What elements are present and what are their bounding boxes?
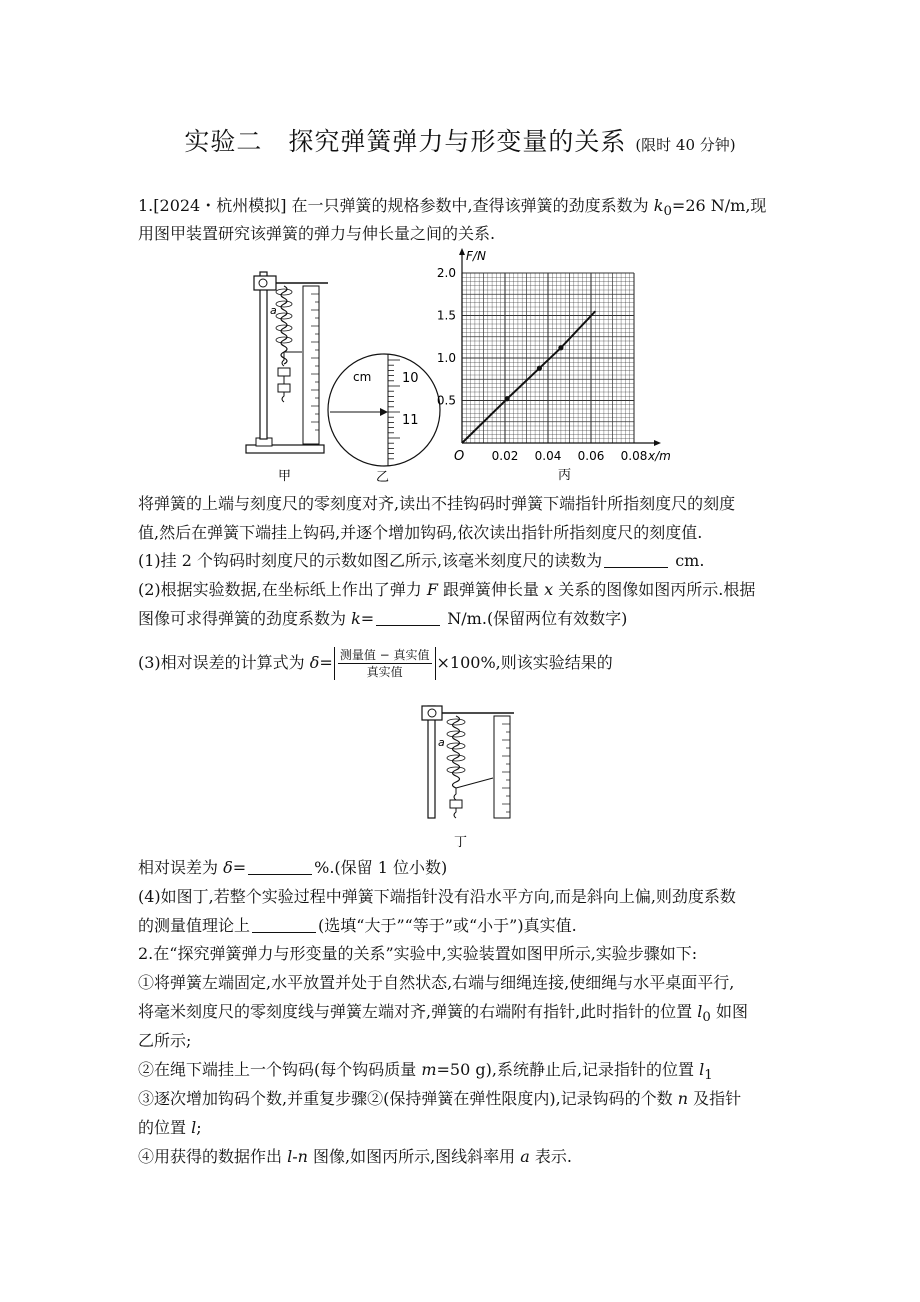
data-point [537, 366, 542, 371]
q1-intro-line2: 值,然后在弹簧下端挂上钩码,并逐个增加钩码,依次读出指针所指刻度尺的刻度值. [138, 523, 703, 542]
q1-part3-text-c: 相对误差为 [138, 858, 224, 877]
y-tick-label: 2.0 [436, 266, 456, 280]
figure-bing-chart [430, 248, 680, 483]
symbol-F: F [426, 580, 438, 599]
q2-step2-text-b: =50 g),系统静止后,记录指针的位置 [436, 1060, 700, 1079]
symbol-n: n [677, 1089, 689, 1108]
jia-stand [260, 272, 267, 439]
q2-step1-text-a: 将毫米刻度尺的零刻度线与弹簧左端对齐,弹簧的右端附有指针,此时指针的位置 [138, 1002, 698, 1021]
symbol-l-n: l-n [287, 1147, 308, 1166]
yi-tick-11: 11 [402, 413, 419, 428]
q1-part1 [138, 550, 704, 572]
q2-step3-line1 [138, 1088, 741, 1110]
q1-part4-line2 [138, 915, 577, 937]
chart-origin-label: O [454, 449, 465, 464]
figure-ding [418, 700, 528, 852]
q2-step4-text-b: 图像,如图丙所示,图线斜率用 [307, 1147, 521, 1166]
q2-step3-text-a: ③逐次增加钩码个数,并重复步骤②(保持弹簧在弹性限度内),记录钩码的个数 [138, 1089, 678, 1108]
q1-part3-eq-2: = [232, 858, 247, 877]
q1-intro-line1: 将弹簧的上端与刻度尺的零刻度对齐,读出不挂钩码时弹簧下端指针所指刻度尺的刻度 [138, 494, 736, 513]
ding-ruler [494, 716, 510, 818]
x-tick-label: 0.06 [577, 449, 605, 463]
x-axis-arrow [654, 440, 661, 446]
k0-subscript: 0 [663, 204, 672, 220]
q1-header-line1 [138, 195, 766, 223]
q2-step1-line3: 乙所示; [138, 1031, 192, 1050]
q1-part4-answer-blank[interactable] [252, 916, 316, 933]
relative-error-fraction [334, 647, 436, 680]
yi-unit-label: cm [353, 370, 372, 384]
figure-yi [318, 342, 448, 490]
fraction-numerator: 测量值 − 真实值 [339, 648, 430, 662]
ding-spring-label: a [438, 736, 445, 749]
q2-step3-line2 [138, 1117, 202, 1139]
jia-weight-1 [278, 368, 290, 376]
symbol-l: l [191, 1118, 197, 1137]
q2-step3-text-c: 的位置 [138, 1118, 192, 1137]
k0-symbol: k [653, 196, 664, 215]
q1-part2-line2 [138, 608, 627, 630]
chart-x-label: x/m [648, 449, 671, 463]
ding-weight [450, 800, 462, 808]
ding-stand [428, 706, 435, 818]
y-tick-label: 1.0 [436, 351, 456, 365]
jia-hook [282, 352, 284, 366]
ding-hook [454, 788, 456, 800]
symbol-a: a [520, 1147, 530, 1166]
chart-y-label: F/N [466, 249, 486, 263]
q2-step3-text-b: 及指针 [688, 1089, 742, 1108]
symbol-l1: l [699, 1060, 705, 1079]
q1-part4-line1: (4)如图丁,若整个实验过程中弹簧下端指针没有沿水平方向,而是斜向上偏,则劲度系数 [138, 887, 736, 906]
q1-part3-text-d: %.(保留 1 位小数) [314, 858, 448, 877]
chart-series [462, 311, 595, 443]
data-point [505, 396, 510, 401]
q2-step1-text-b: 如图 [710, 1002, 748, 1021]
q1-head-text: 1.[2024・杭州模拟] 在一只弹簧的规格参数中,查得该弹簧的劲度系数为 [138, 196, 654, 215]
figure-bing-label: 丙 [558, 468, 572, 483]
series-line [462, 311, 595, 443]
q2-header: 2.在“探究弹簧弹力与形变量的关系”实验中,实验装置如图甲所示,实验步骤如下: [138, 944, 698, 963]
q1-part1-answer-blank[interactable] [604, 551, 668, 568]
q1-part3-text-a: (3)相对误差的计算式为 [138, 653, 310, 672]
l1-subscript: 1 [704, 1068, 713, 1084]
symbol-l0: l [697, 1002, 703, 1021]
jia-clamp-knob [259, 279, 267, 287]
jia-spring-label: a [270, 304, 277, 317]
x-tick-label: 0.02 [491, 449, 519, 463]
q1-part3-answer-blank[interactable] [248, 858, 312, 875]
y-tick-label: 0.5 [436, 393, 456, 408]
figure-yi-label: 乙 [376, 470, 390, 485]
q1-part2-text-c: 关系的图像如图丙所示.根据 [553, 580, 756, 599]
symbol-x: x [544, 580, 554, 599]
symbol-k: k [351, 609, 361, 628]
symbol-delta: δ [309, 653, 320, 672]
q2-step1-line1: ①将弹簧左端固定,水平放置并处于自然状态,右端与细绳连接,使细绳与水平桌面平行, [138, 973, 735, 992]
figure-ding-label: 丁 [454, 835, 468, 850]
q2-step1-line2 [138, 1001, 748, 1029]
q1-part1-text: (1)挂 2 个钩码时刻度尺的示数如图乙所示,该毫米刻度尺的读数为 [138, 551, 603, 570]
title-main: 实验二 探究弹簧弹力与形变量的关系 [184, 127, 627, 156]
q2-step2-text-a: ②在绳下端挂上一个钩码(每个钩码质量 [138, 1060, 422, 1079]
data-point [558, 345, 563, 350]
fraction-denominator: 真实值 [366, 665, 403, 679]
q1-part3-line2 [138, 857, 447, 879]
page-title [0, 122, 920, 158]
q1-part1-unit: cm. [670, 551, 705, 570]
q1-part4-text-b: (选填“大于”“等于”或“小于”)真实值. [318, 916, 577, 935]
y-tick-label: 1.5 [436, 308, 456, 323]
title-time-limit: (限时 40 分钟) [635, 136, 736, 154]
q1-part3-line1 [138, 645, 613, 681]
ding-clamp-knob [428, 709, 436, 717]
q2-step3-text-d: ; [196, 1118, 202, 1137]
q2-step2 [138, 1059, 713, 1087]
q1-part2-eq: = [360, 609, 375, 628]
symbol-m: m [421, 1060, 437, 1079]
l0-subscript: 0 [702, 1010, 711, 1026]
q1-head-text-b: =26 N/m,现 [671, 196, 767, 215]
ding-pointer-tilted [456, 778, 493, 788]
q1-part2-answer-blank[interactable] [376, 609, 440, 626]
q2-step4-text-a: ④用获得的数据作出 [138, 1147, 288, 1166]
q1-part2-text-a: (2)根据实验数据,在坐标纸上作出了弹力 [138, 580, 427, 599]
q1-header-line2: 用图甲装置研究该弹簧的弹力与伸长量之间的关系. [138, 224, 496, 243]
x-tick-label: 0.08 [620, 449, 648, 463]
figure-jia-label: 甲 [278, 469, 292, 484]
jia-weight-2 [278, 384, 290, 392]
q1-part2-text-b: 跟弹簧伸长量 [437, 580, 545, 599]
q2-step4 [138, 1146, 572, 1168]
x-tick-label: 0.04 [534, 449, 562, 463]
q1-part4-text-a: 的测量值理论上 [138, 916, 251, 935]
q1-part3-text-b: ×100%,则该实验结果的 [436, 653, 613, 672]
q1-part3-eq: = [319, 653, 333, 672]
yi-tick-10: 10 [402, 371, 419, 386]
y-axis-arrow [459, 248, 465, 255]
q1-part2-line1 [138, 579, 755, 601]
q1-part2-text-e: N/m.(保留两位有效数字) [442, 609, 628, 628]
q2-step4-text-c: 表示. [529, 1147, 573, 1166]
q1-part2-text-d: 图像可求得弹簧的劲度系数为 [138, 609, 352, 628]
symbol-delta-2: δ [223, 858, 233, 877]
ding-spring [453, 716, 460, 788]
